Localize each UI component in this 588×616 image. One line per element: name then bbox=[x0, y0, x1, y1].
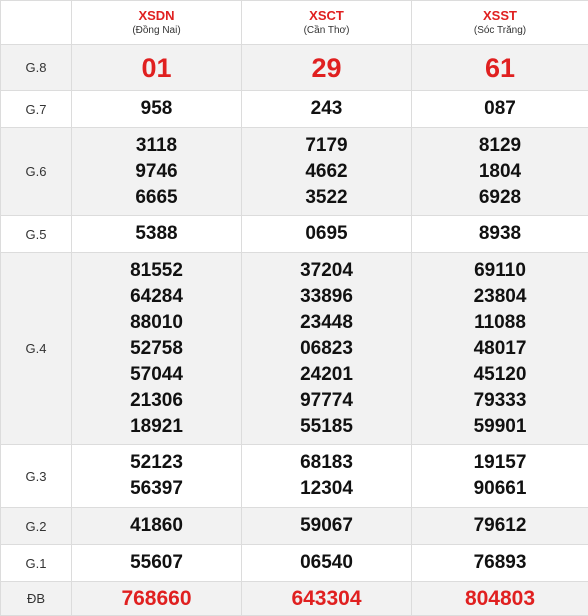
prize-label: G.6 bbox=[1, 128, 72, 216]
prize-number: 76893 bbox=[474, 550, 527, 576]
prize-number: 06823 bbox=[300, 336, 353, 362]
prize-number: 52758 bbox=[130, 336, 183, 362]
prize-number: 0695 bbox=[305, 221, 347, 247]
province-header-can-tho[interactable] bbox=[242, 1, 412, 45]
prize-number: 45120 bbox=[474, 362, 527, 388]
prize-cell bbox=[242, 45, 412, 91]
prize-number: 79612 bbox=[474, 513, 527, 539]
special-prize-number: 643304 bbox=[291, 587, 361, 611]
prize-number: 9746 bbox=[135, 159, 177, 185]
prize-number: 81552 bbox=[130, 258, 183, 284]
prize-label: G.5 bbox=[1, 216, 72, 253]
prize-cell bbox=[242, 582, 412, 616]
province-code[interactable]: XSDN bbox=[72, 8, 241, 24]
prize-number: 06540 bbox=[300, 550, 353, 576]
prize-number: 88010 bbox=[130, 310, 183, 336]
corner-cell bbox=[1, 1, 72, 45]
prize-label: G.2 bbox=[1, 508, 72, 545]
prize-cell bbox=[412, 45, 588, 91]
province-name: (Sóc Trăng) bbox=[412, 24, 588, 37]
prize-number: 41860 bbox=[130, 513, 183, 539]
prize-number: 90661 bbox=[474, 476, 527, 502]
prize-row-g1 bbox=[1, 545, 588, 582]
header-row bbox=[1, 1, 588, 45]
prize-row-g8 bbox=[1, 45, 588, 91]
prize-number: 55185 bbox=[300, 414, 353, 440]
province-header-dong-nai[interactable] bbox=[72, 1, 242, 45]
prize-cell bbox=[412, 216, 588, 253]
prize-cell bbox=[242, 508, 412, 545]
prize-number: 64284 bbox=[130, 284, 183, 310]
prize-number: 11088 bbox=[474, 310, 526, 336]
prize-row-g6 bbox=[1, 128, 588, 216]
prize-label: G.7 bbox=[1, 91, 72, 128]
prize-number: 23448 bbox=[300, 310, 353, 336]
prize-number: 24201 bbox=[300, 362, 353, 388]
prize-cell bbox=[242, 253, 412, 445]
prize-number: 59067 bbox=[300, 513, 353, 539]
prize-cell bbox=[72, 582, 242, 616]
prize-cell bbox=[72, 445, 242, 508]
prize-number: 243 bbox=[311, 96, 343, 122]
prize-label: ĐB bbox=[1, 582, 72, 616]
prize-cell bbox=[412, 582, 588, 616]
special-prize-number: 768660 bbox=[121, 587, 191, 611]
prize-number: 69110 bbox=[474, 258, 526, 284]
prize-number: 18921 bbox=[130, 414, 183, 440]
prize-cell bbox=[242, 545, 412, 582]
prize-row-g7 bbox=[1, 91, 588, 128]
prize-row-g4 bbox=[1, 253, 588, 445]
prize-number: 958 bbox=[141, 96, 173, 122]
prize-number: 5388 bbox=[135, 221, 177, 247]
prize-cell bbox=[412, 508, 588, 545]
prize-number: 3522 bbox=[305, 185, 347, 211]
prize-number: 52123 bbox=[130, 450, 183, 476]
province-code[interactable]: XSCT bbox=[242, 8, 411, 24]
prize-number: 1804 bbox=[479, 159, 521, 185]
prize-number: 19157 bbox=[474, 450, 527, 476]
prize-cell bbox=[242, 445, 412, 508]
prize-row-g5 bbox=[1, 216, 588, 253]
prize-cell bbox=[242, 91, 412, 128]
prize-cell bbox=[412, 445, 588, 508]
prize-number: 087 bbox=[484, 96, 516, 122]
prize-number: 7179 bbox=[305, 133, 347, 159]
prize-number: 23804 bbox=[474, 284, 527, 310]
prize-number: 3118 bbox=[136, 133, 177, 159]
prize-number: 68183 bbox=[300, 450, 353, 476]
prize-number: 8938 bbox=[479, 221, 521, 247]
prize-number: 01 bbox=[141, 53, 171, 83]
province-header-soc-trang[interactable] bbox=[412, 1, 588, 45]
prize-cell bbox=[72, 128, 242, 216]
prize-cell bbox=[72, 508, 242, 545]
prize-cell bbox=[412, 128, 588, 216]
special-prize-number: 804803 bbox=[465, 587, 535, 611]
prize-number: 57044 bbox=[130, 362, 183, 388]
prize-cell bbox=[72, 45, 242, 91]
prize-number: 37204 bbox=[300, 258, 353, 284]
prize-number: 29 bbox=[311, 53, 341, 83]
prize-cell bbox=[72, 253, 242, 445]
prize-cell bbox=[242, 216, 412, 253]
prize-cell bbox=[72, 545, 242, 582]
prize-number: 97774 bbox=[300, 388, 353, 414]
prize-row-special bbox=[1, 582, 588, 616]
prize-label: G.1 bbox=[1, 545, 72, 582]
province-code[interactable]: XSST bbox=[412, 8, 588, 24]
prize-number: 79333 bbox=[474, 388, 527, 414]
province-name: (Cần Thơ) bbox=[242, 24, 411, 37]
prize-row-g3 bbox=[1, 445, 588, 508]
prize-number: 56397 bbox=[130, 476, 183, 502]
prize-number: 59901 bbox=[474, 414, 527, 440]
prize-number: 33896 bbox=[300, 284, 353, 310]
prize-label: G.8 bbox=[1, 45, 72, 91]
prize-number: 6928 bbox=[479, 185, 521, 211]
prize-number: 8129 bbox=[479, 133, 521, 159]
prize-label: G.3 bbox=[1, 445, 72, 508]
prize-number: 4662 bbox=[305, 159, 347, 185]
prize-number: 48017 bbox=[474, 336, 527, 362]
prize-cell bbox=[72, 91, 242, 128]
prize-row-g2 bbox=[1, 508, 588, 545]
prize-cell bbox=[412, 91, 588, 128]
province-name: (Đồng Nai) bbox=[72, 24, 241, 37]
prize-number: 6665 bbox=[135, 185, 177, 211]
prize-number: 61 bbox=[485, 53, 515, 83]
prize-number: 21306 bbox=[130, 388, 183, 414]
prize-cell bbox=[242, 128, 412, 216]
prize-label: G.4 bbox=[1, 253, 72, 445]
prize-cell bbox=[72, 216, 242, 253]
prize-cell bbox=[412, 545, 588, 582]
prize-number: 12304 bbox=[300, 476, 353, 502]
prize-cell bbox=[412, 253, 588, 445]
prize-number: 55607 bbox=[130, 550, 183, 576]
